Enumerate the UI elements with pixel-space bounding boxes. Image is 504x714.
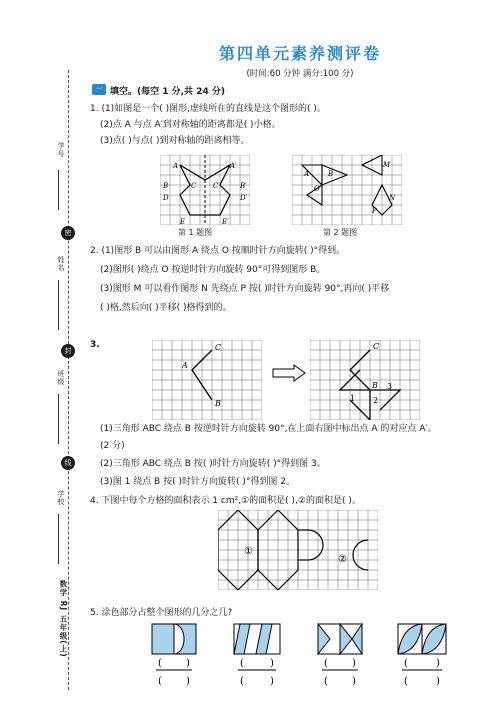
binding-margin xyxy=(0,0,80,714)
fig2-label-a: A xyxy=(304,170,310,178)
q2-line-4: ( )格,然后向( )平移( )格得到的。 xyxy=(100,303,232,313)
q1-line-3: (3)点( )与点( )到对称轴的距离相等。 xyxy=(100,136,250,146)
svg-text:): ) xyxy=(436,658,440,669)
section-badge: 一 xyxy=(92,84,106,95)
q4-line-1: 4. 下图中每个方格的面积表示 1 cm²,①的面积是( ),②的面积是( )。 xyxy=(90,496,361,506)
svg-text:(: ( xyxy=(240,658,244,669)
q1-line-2: (2)点 A 与点 A′到对称轴的距离都是( )小格。 xyxy=(100,120,281,130)
q1-fig2-caption: 第 2 题图 xyxy=(323,228,358,237)
q3-line-3: (3)图 1 绕点 B 按( )时针方向旋转( )°得到图 2。 xyxy=(100,477,295,487)
time-score-info: (时间:60 分钟 满分:100 分) xyxy=(246,69,354,79)
fig1-label-b: B xyxy=(163,182,169,190)
q3-right-label-b: B xyxy=(372,381,378,390)
seal-mi: 密 xyxy=(61,226,75,240)
q3-right-label-1: 1 xyxy=(350,394,356,403)
svg-text:): ) xyxy=(186,676,190,687)
svg-text:): ) xyxy=(352,676,356,687)
fig1-label-a-prime: A′ xyxy=(230,162,237,170)
svg-text:(: ( xyxy=(158,658,162,669)
fig2-label-n: N xyxy=(389,194,396,202)
fig1-label-e-prime: E′ xyxy=(222,218,229,225)
fig1-label-b-prime: B′ xyxy=(240,182,247,190)
q5-figure-a xyxy=(150,622,198,702)
fig2-label-m: M xyxy=(383,161,391,169)
class-label: 班级 xyxy=(57,370,65,386)
q3-line-1: (1)三角形 ABC 绕点 B 按逆时针方向旋转 90°,在上面右图中标出点 A 的对应点 A′。 xyxy=(100,424,437,434)
svg-text:(: ( xyxy=(240,676,244,687)
fig1-label-d-prime: D′ xyxy=(240,194,248,202)
fig1-label-c: C xyxy=(191,182,197,190)
svg-text:(: ( xyxy=(158,676,162,687)
svg-text:(: ( xyxy=(324,658,328,669)
svg-text:(: ( xyxy=(404,676,408,687)
fig1-label-e: E xyxy=(180,218,186,225)
class-blank[interactable] xyxy=(58,394,59,444)
q3-line-1b: (2 分) xyxy=(100,441,125,451)
edition-label: 数学 RJ 五年级(上) xyxy=(59,580,68,658)
student-number-label: 学号 xyxy=(57,142,65,158)
seal-feng: 封 xyxy=(61,344,75,358)
q5-line-1: 5. 涂色部分占整个图形的几分之几? xyxy=(90,608,233,618)
q3-left-label-b: B xyxy=(215,399,221,408)
q1-fig1-caption: 第 1 题图 xyxy=(178,228,213,237)
seal-xian: 线 xyxy=(61,456,75,470)
q1-figure-2 xyxy=(292,155,402,225)
q4-arc-left xyxy=(308,530,323,560)
q3-line-2: (2)三角形 ABC 绕点 B 按( )时针方向旋转( )°得到图 3。 xyxy=(100,459,326,469)
page-title: 第四单元素养测评卷 xyxy=(218,44,381,63)
svg-text:): ) xyxy=(436,676,440,687)
section-heading: 填空。(每空 1 分,共 24 分) xyxy=(110,87,225,97)
q4-mark-1: ① xyxy=(244,546,253,557)
student-number-blank[interactable] xyxy=(58,170,59,210)
svg-text:): ) xyxy=(352,658,356,669)
q5-figure-b xyxy=(232,622,282,702)
q4-arc-right xyxy=(353,540,368,570)
fig2-label-p: P xyxy=(372,207,377,215)
name-label: 姓名 xyxy=(57,256,65,272)
fig1-label-c-prime: C′ xyxy=(213,182,220,190)
school-blank[interactable] xyxy=(58,514,59,564)
fig1-label-d: D xyxy=(163,194,169,202)
fig2-label-o: O xyxy=(314,185,320,193)
q1-line-1: 1. (1)如图是一个( )图形,虚线所在的直线是这个图形的( )。 xyxy=(90,104,326,114)
name-blank[interactable] xyxy=(58,280,59,330)
q3-right-label-c: C xyxy=(373,342,380,351)
svg-text:(: ( xyxy=(324,676,328,687)
q3-arrow xyxy=(272,364,306,382)
q3-right-grid xyxy=(310,340,420,420)
q3-left-label-a: A xyxy=(182,361,188,370)
school-label: 学校 xyxy=(57,490,65,506)
q3-number: 3. xyxy=(90,340,100,350)
svg-text:): ) xyxy=(270,676,274,687)
fig1-label-a: A xyxy=(173,162,179,170)
q4-mark-2: ② xyxy=(338,554,347,565)
q3-left-grid xyxy=(152,340,262,420)
fig2-label-b: B xyxy=(328,170,334,178)
q5-figure-c xyxy=(316,622,364,702)
q2-line-3: (3)图形 M 可以看作图形 N 先绕点 P 按( )时针方向旋转 90°,再向( )平移 xyxy=(100,284,390,294)
svg-text:(: ( xyxy=(404,658,408,669)
q5-figure-d xyxy=(396,622,448,702)
q4-grid-figure xyxy=(218,510,378,590)
svg-text:): ) xyxy=(186,658,190,669)
svg-text:): ) xyxy=(270,658,274,669)
q2-line-2: (2)图形( )绕点 O 按逆时针方向旋转 90°可得到图形 B。 xyxy=(100,265,326,275)
q3-left-label-c: C xyxy=(215,343,222,352)
q1-figure-1 xyxy=(160,155,250,225)
q3-right-label-2: 2 xyxy=(373,396,379,405)
q3-right-label-3: 3 xyxy=(387,382,393,391)
q2-line-1: 2. (1)图形 B 可以由图形 A 绕点 O 按顺时针方向旋转( )°得到。 xyxy=(90,246,346,256)
